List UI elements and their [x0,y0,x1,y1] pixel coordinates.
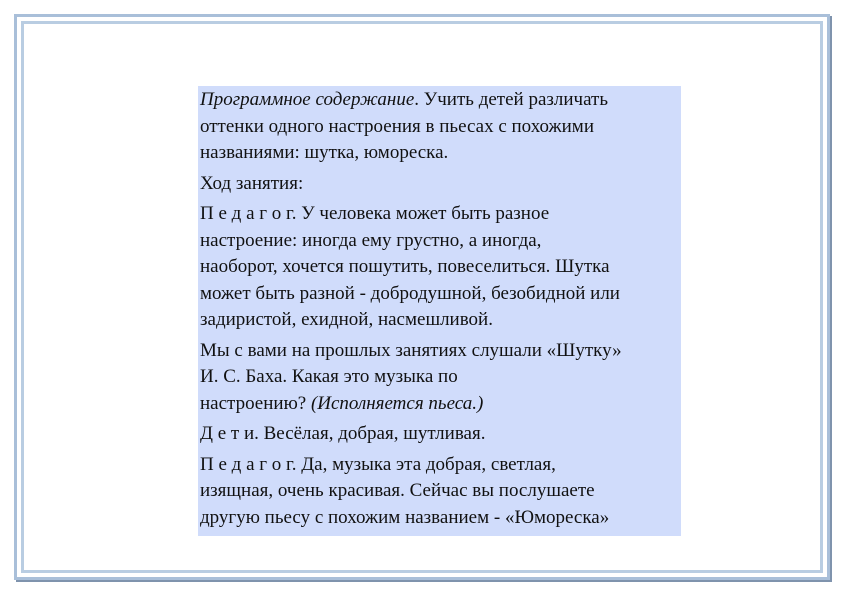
paragraph-teacher-2: П е д а г о г. Да, музыка эта добрая, светлая, изящная, очень красивая. Сейчас вы послушаете другую пьесу с похожим названием - «Юмореска» [200,453,610,528]
program-content-text: . Учить детей различать оттенки одного настроения в пьесах с похожими названиями: шутка, юмореска. [200,89,608,163]
text-box[interactable] [198,86,681,536]
paragraph-lesson-heading: Ход занятия: [200,172,304,194]
bach-scherzo-text: Мы с вами на прошлых занятиях слушали «Шутку» И. С. Баха. Какая это музыка по настроению? [200,339,622,414]
paragraph-children: Д е т и. Весёлая, добрая, шутливая. [200,423,486,444]
stage-direction: (Исполняется пьеса.) [310,392,484,414]
paragraph-bach-scherzo [200,338,679,418]
paragraph-program-content [200,87,679,167]
program-content-label: Программное содержание [200,89,415,110]
paragraph-teacher-1: П е д а г о г. У человека может быть разное настроение: иногда ему грустно, а иногда, наоборот, хочется пошутить, повеселиться. Шутка может быть разной - добродушной, безобидной или задиристой, ехидной, насмешливой. [200,203,620,330]
